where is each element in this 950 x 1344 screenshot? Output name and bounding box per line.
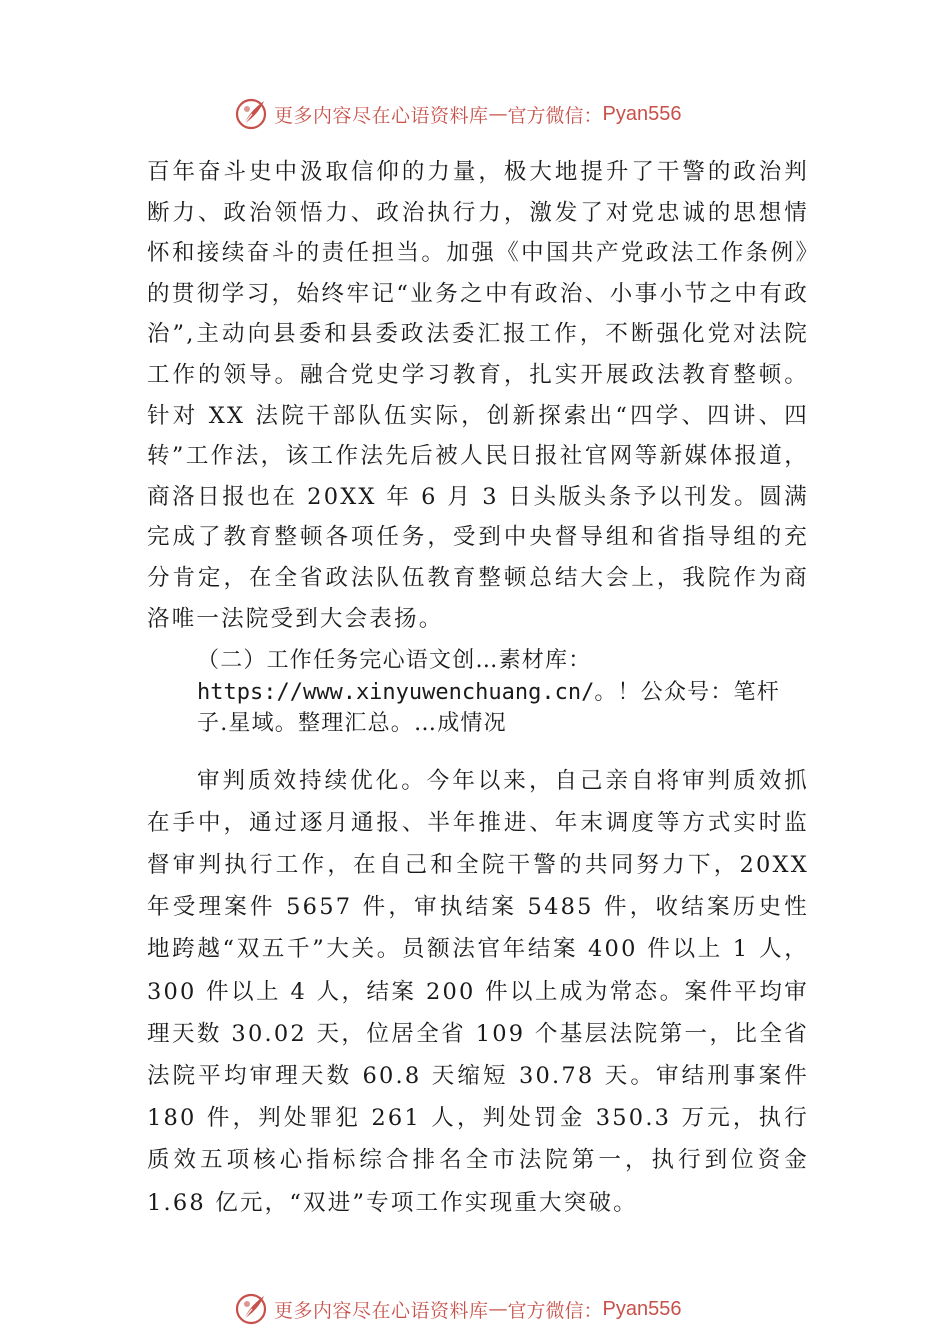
body-paragraph-1: 百年奋斗史中汲取信仰的力量，极大地提升了干警的政治判断力、政治领悟力、政治执行力，激发了对党忠诚的思想情怀和接续奋斗的责任担当。加强《中国共产党政法工作条例》的贯彻学习，始终牢记“业务之中有政治、小事小节之中有政治”,主动向县委和县委政法委汇报工作，不断强化党对法院工作的领导。融合党史学习教育，扎实开展政法教育整顿。 针对 XX 法院干部队伍实际，创新探索出“四学、四讲、四转”工作法，该工作法先后被人民日报社官网等新媒体报道，商洛日报也在 20XX 年 6 月 3 日头版头条予以刊发。圆满完成了教育整顿各项任务，受到中央督导组和省指导组的充分肯定，在全省政法队伍教育整顿总结大会上，我院作为商洛唯一法院受到大会表扬。 bbox=[147, 159, 809, 632]
header-wechat-id: Pyan556 bbox=[602, 102, 682, 125]
header-separator: — bbox=[488, 103, 508, 125]
body-paragraph-2: 审判质效持续优化。今年以来，自己亲自将审判质效抓在手中，通过逐月通报、半年推进、年末调度等方式实时监 督审判执行工作，在自己和全院干警的共同努力下，20XX 年受理案件 5657 件，审执结案 5485 件，收结案历史性地跨越“双五千”大关。员额法官年结案 400 件以上 1 人，300 件以上 4 人，结案 200 件以上成为常态。案件平均审理天数 30.02 天，位居全省 109 个基层法院第一，比全省法院平均审理天数 60.8 天缩短 30.78 天。审结刑事案件 180 件，判处罪犯 261 人，判处罚金 350.3 万元，执行质效五项核心指标综合排名全市法院第一，执行到位资金 1.68 亿元，“双进”专项工作实现重大突破。 bbox=[147, 767, 809, 1216]
header-slogan: 更多内容尽在心语资料库 bbox=[274, 104, 489, 127]
section-heading bbox=[147, 645, 809, 740]
document-body bbox=[147, 152, 809, 1224]
footer-wechat-id: Pyan556 bbox=[602, 1297, 682, 1320]
section-heading-suffix: 。！公众号：笔杆子.星域。整理汇总。…成情况 bbox=[197, 679, 780, 737]
footer-separator: — bbox=[488, 1298, 508, 1320]
footer-wechat-label: 官方微信： bbox=[507, 1299, 603, 1322]
section-heading-url: https://www.xinyuwenchuang.cn/ bbox=[197, 679, 595, 705]
footer-slogan: 更多内容尽在心语资料库 bbox=[274, 1299, 489, 1322]
quill-logo-icon bbox=[234, 1291, 270, 1327]
header-wechat-label: 官方微信： bbox=[507, 104, 603, 127]
quill-logo-icon bbox=[234, 96, 270, 132]
section-heading-prefix: （二）工作任务完心语文创…素材库： bbox=[197, 648, 592, 674]
footer-banner bbox=[234, 1289, 754, 1329]
header-banner bbox=[234, 94, 754, 134]
